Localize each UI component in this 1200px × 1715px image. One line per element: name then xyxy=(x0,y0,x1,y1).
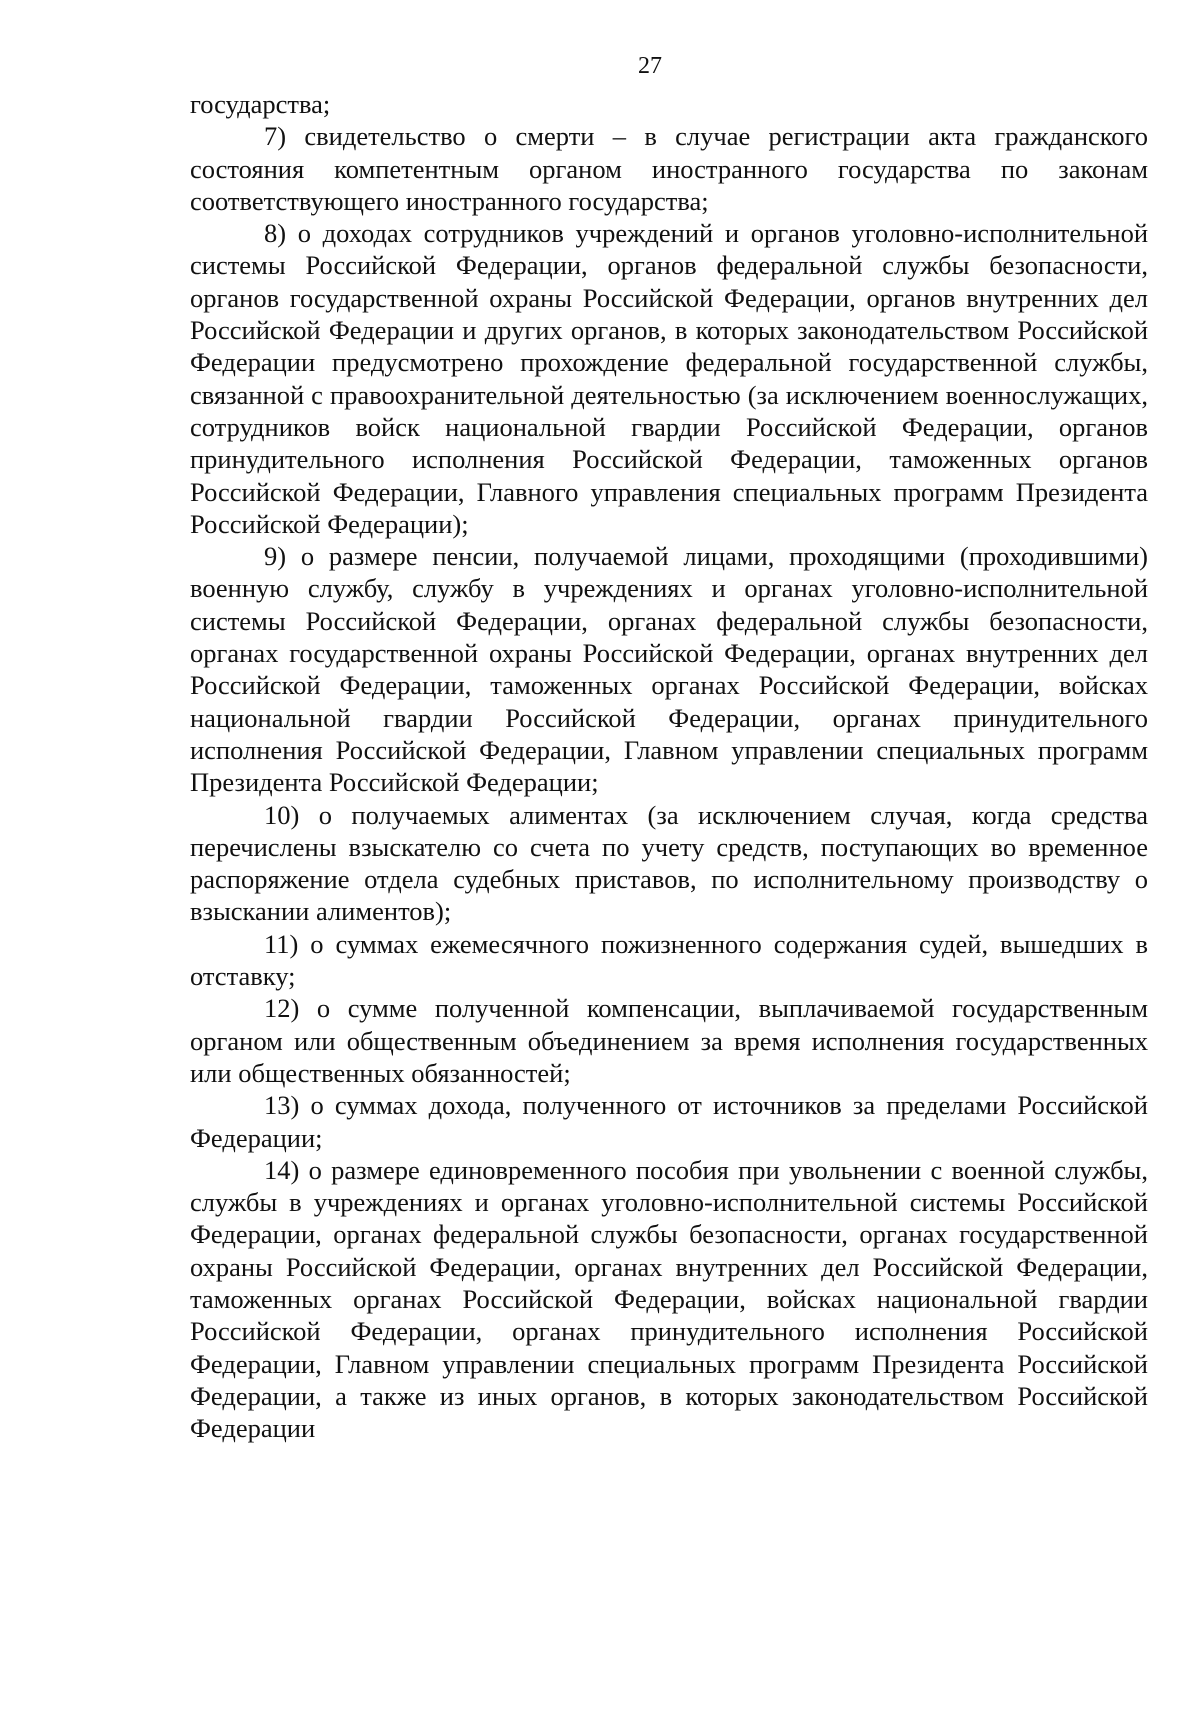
paragraph-item-8: 8) о доходах сотрудников учреждений и органов уголовно-исполнительной системы Российской Федерации, органов федеральной службы безопасности, органов государственной охраны Российской Федерации, органов внутренних дел Российской Федерации и других органов, в которых законодательством Российской Федерации предусмотрено прохождение федеральной государственной службы, связанной с правоохранительной деятельностью (за исключением военнослужащих, сотрудников войск национальной гвардии Российской Федерации, органов принудительного исполнения Российской Федерации, таможенных органов Российской Федерации, Главного управления специальных программ Президента Российской Федерации); xyxy=(190,218,1148,539)
paragraph-continuation: государства; xyxy=(190,89,331,119)
paragraph-item-7: 7) свидетельство о смерти – в случае регистрации акта гражданского состояния компетентным органом иностранного государства по законам соответствующего иностранного государства; xyxy=(190,121,1148,216)
paragraph-item-12: 12) о сумме полученной компенсации, выплачиваемой государственным органом или общественным объединением за время исполнения государственных или общественных обязанностей; xyxy=(190,993,1148,1088)
paragraph-item-14: 14) о размере единовременного пособия при увольнении с военной службы, службы в учреждениях и органах уголовно-исполнительной системы Российской Федерации, органах федеральной службы безопасности, органах государственной охраны Российской Федерации, органах внутренних дел Российской Федерации, таможенных органах Российской Федерации, войсках национальной гвардии Российской Федерации, органах принудительного исполнения Российской Федерации, Главном управлении специальных программ Президента Российской Федерации, а также из иных органов, в которых законодательством Российской Федерации xyxy=(190,1154,1148,1444)
document-body xyxy=(190,88,1148,1444)
paragraph-item-11: 11) о суммах ежемесячного пожизненного содержания судей, вышедших в отставку; xyxy=(190,928,1148,992)
paragraph-item-10: 10) о получаемых алиментах (за исключением случая, когда средства перечислены взыскателю со счета по учету средств, поступающих во временное распоряжение отдела судебных приставов, по исполнительному производству о взыскании алиментов); xyxy=(190,799,1148,927)
paragraph-item-9: 9) о размере пенсии, получаемой лицами, проходящими (проходившими) военную службу, службу в учреждениях и органах уголовно-исполнительной системы Российской Федерации, органах федеральной службы безопасности, органах государственной охраны Российской Федерации, органах внутренних дел Российской Федерации, таможенных органах Российской Федерации, войсках национальной гвардии Российской Федерации, органах принудительного исполнения Российской Федерации, Главном управлении специальных программ Президента Российской Федерации; xyxy=(190,541,1148,798)
page-number: 27 xyxy=(638,53,662,79)
paragraph-item-13: 13) о суммах дохода, полученного от источников за пределами Российской Федерации; xyxy=(190,1090,1148,1153)
